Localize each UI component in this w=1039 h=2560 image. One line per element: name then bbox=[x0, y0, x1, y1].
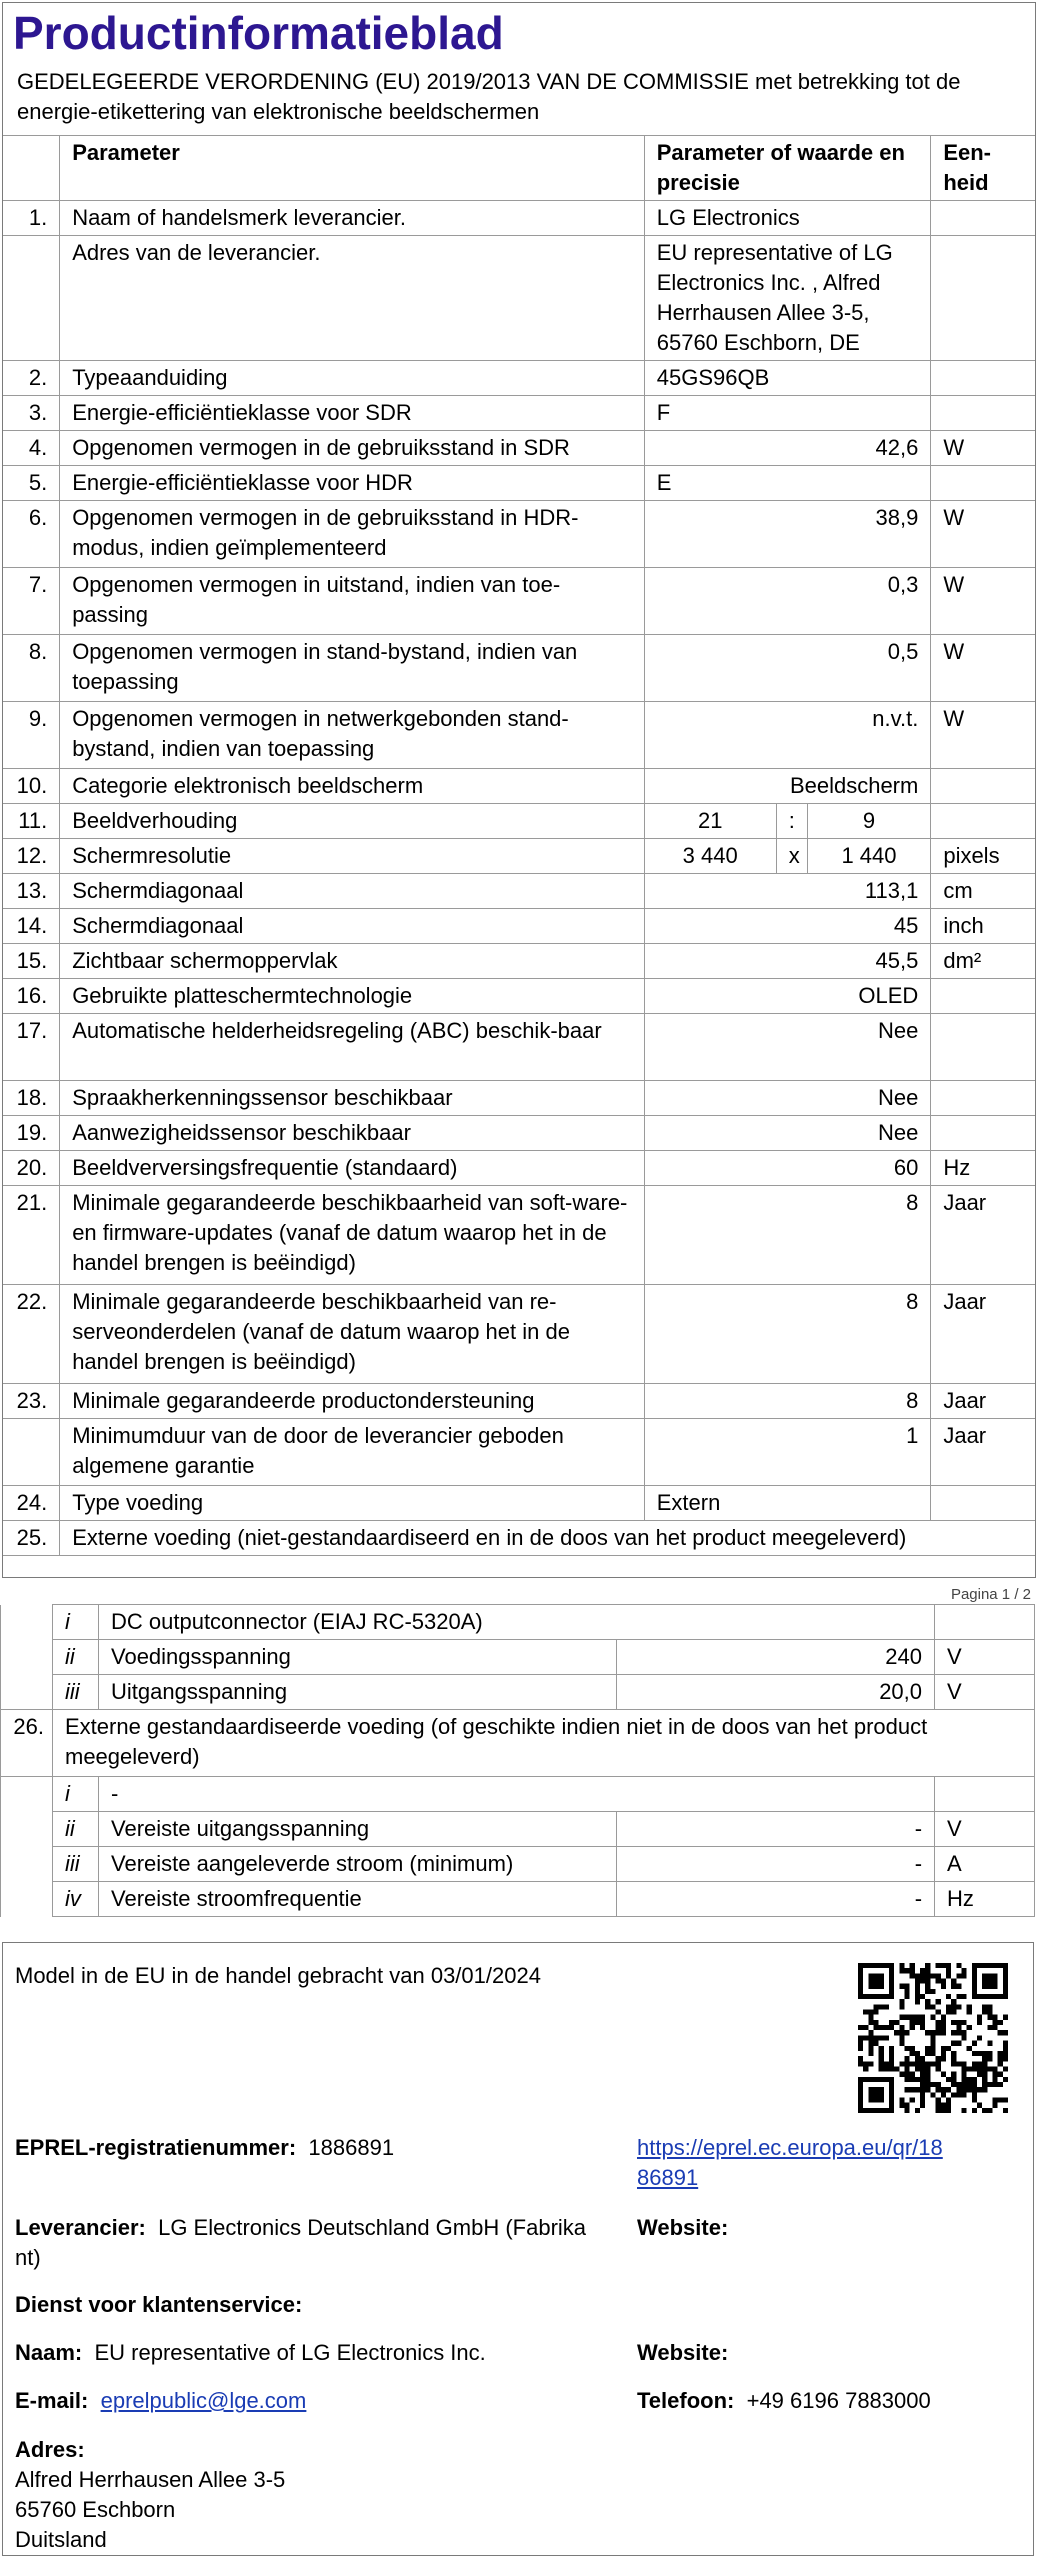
sub-row bbox=[1, 1847, 1035, 1882]
sub-row-label: Voedingsspanning bbox=[99, 1640, 617, 1675]
phone-value: +49 6196 7883000 bbox=[746, 2388, 931, 2413]
row-number: 8. bbox=[3, 635, 60, 702]
row-number: 20. bbox=[3, 1151, 60, 1186]
table-row bbox=[3, 1486, 1035, 1521]
row-number: 13. bbox=[3, 874, 60, 909]
sub-row-unit: Hz bbox=[935, 1882, 1035, 1917]
row-unit bbox=[931, 1014, 1035, 1081]
eprel-link[interactable] bbox=[637, 2133, 943, 2193]
service-address bbox=[15, 2435, 285, 2555]
row-value: 45,5 bbox=[644, 944, 931, 979]
row-value: EU representative of LG Electronics Inc. , Alfred Herrhausen Allee 3-5, 65760 Eschborn, DE bbox=[644, 236, 931, 361]
row-parameter: Naam of handelsmerk leverancier. bbox=[60, 201, 645, 236]
row-number: 21. bbox=[3, 1186, 60, 1285]
row-parameter: Minimale gegarandeerde productondersteuning bbox=[60, 1384, 645, 1419]
row-number: 12. bbox=[3, 839, 60, 874]
row-unit: Jaar bbox=[931, 1285, 1035, 1384]
sub-row-label: - bbox=[99, 1777, 935, 1812]
sub-row-value: - bbox=[617, 1812, 935, 1847]
table-row bbox=[3, 361, 1035, 396]
row-parameter: Energie-efficiëntieklasse voor HDR bbox=[60, 466, 645, 501]
eprel-label: EPREL-registratienummer: bbox=[15, 2135, 297, 2160]
sub-row bbox=[1, 1640, 1035, 1675]
product-information-sheet bbox=[2, 2, 1036, 1578]
row-value: LG Electronics bbox=[644, 201, 931, 236]
address-line1: Alfred Herrhausen Allee 3-5 bbox=[15, 2467, 286, 2492]
table-row bbox=[3, 1014, 1035, 1081]
eprel-registration bbox=[15, 2133, 394, 2163]
row-number: 2. bbox=[3, 361, 60, 396]
row-parameter: Zichtbaar schermoppervlak bbox=[60, 944, 645, 979]
row-unit: dm² bbox=[931, 944, 1035, 979]
row-parameter: Opgenomen vermogen in de gebruiksstand in HDR-modus, indien geïmplementeerd bbox=[60, 501, 645, 568]
table-row-25 bbox=[3, 1521, 1035, 1556]
row-parameter: Opgenomen vermogen in uitstand, indien van toe-passing bbox=[60, 568, 645, 635]
row-value: Nee bbox=[644, 1014, 931, 1081]
row-number: 4. bbox=[3, 431, 60, 466]
row-number: 24. bbox=[3, 1486, 60, 1521]
supplier-website-label: Website: bbox=[637, 2215, 729, 2240]
row-value-b: 9 bbox=[807, 804, 931, 839]
row-number: 18. bbox=[3, 1081, 60, 1116]
table-row bbox=[3, 909, 1035, 944]
row-unit: Jaar bbox=[931, 1384, 1035, 1419]
model-market-date: Model in de EU in de handel gebracht van 03/01/2024 bbox=[15, 1963, 541, 1988]
address-label: Adres: bbox=[15, 2437, 85, 2462]
sub-row-index: iv bbox=[53, 1882, 99, 1917]
supplier-value-line1: LG Electronics Deutschland GmbH (Fabrika bbox=[158, 2215, 587, 2240]
eprel-url-line1[interactable]: https://eprel.ec.europa.eu/qr/18 bbox=[637, 2135, 943, 2160]
row-number: 5. bbox=[3, 466, 60, 501]
row-number: 10. bbox=[3, 769, 60, 804]
row-number: 22. bbox=[3, 1285, 60, 1384]
name-label: Naam: bbox=[15, 2340, 83, 2365]
table-row bbox=[3, 1151, 1035, 1186]
row-unit: Jaar bbox=[931, 1419, 1035, 1486]
service-phone bbox=[637, 2386, 931, 2416]
table-row bbox=[3, 466, 1035, 501]
sub-row-unit: V bbox=[935, 1640, 1035, 1675]
supplier-value-line2: nt) bbox=[15, 2245, 41, 2270]
row-value: 38,9 bbox=[644, 501, 931, 568]
row-value: Extern bbox=[644, 1486, 931, 1521]
table-row bbox=[3, 236, 1035, 361]
sub-row-label: Vereiste stroomfrequentie bbox=[99, 1882, 617, 1917]
row-parameter: Schermdiagonaal bbox=[60, 909, 645, 944]
row-unit bbox=[931, 201, 1035, 236]
row-parameter: Automatische helderheidsregeling (ABC) beschik-baar bbox=[60, 1014, 645, 1081]
sub-row-label: Uitgangsspanning bbox=[99, 1675, 617, 1710]
row-unit bbox=[931, 1486, 1035, 1521]
row-number: 14. bbox=[3, 909, 60, 944]
sub-row-indent bbox=[1, 1882, 53, 1917]
row-unit: W bbox=[931, 431, 1035, 466]
row-parameter: Minimale gegarandeerde beschikbaarheid van re-serveonderdelen (vanaf de datum waarop het in de handel brengen is beëindigd) bbox=[60, 1285, 645, 1384]
row-value: 45GS96QB bbox=[644, 361, 931, 396]
supplier bbox=[15, 2213, 615, 2273]
address-line3: Duitsland bbox=[15, 2527, 107, 2552]
row-value: Nee bbox=[644, 1081, 931, 1116]
row-parameter: Schermdiagonaal bbox=[60, 874, 645, 909]
table-header-row bbox=[3, 136, 1035, 201]
row-parameter: Categorie elektronisch beeldscherm bbox=[60, 769, 645, 804]
sub-row bbox=[1, 1812, 1035, 1847]
header-parameter: Parameter bbox=[60, 136, 645, 201]
eprel-number: 1886891 bbox=[308, 2135, 395, 2160]
row-value: F bbox=[644, 396, 931, 431]
table-row bbox=[3, 804, 1035, 839]
row-value: 42,6 bbox=[644, 431, 931, 466]
table-row bbox=[3, 702, 1035, 769]
row-parameter: Externe voeding (niet-gestandaardiseerd en in de doos van het product meegeleverd) bbox=[60, 1521, 1035, 1556]
row-parameter: Typeaanduiding bbox=[60, 361, 645, 396]
row-value-b: 1 440 bbox=[807, 839, 931, 874]
table-row bbox=[3, 501, 1035, 568]
row-value: 45 bbox=[644, 909, 931, 944]
parameter-table bbox=[3, 135, 1035, 1556]
row-number: 9. bbox=[3, 702, 60, 769]
sub-row-value: - bbox=[617, 1882, 935, 1917]
table-row bbox=[3, 979, 1035, 1014]
page-number: Pagina 1 / 2 bbox=[950, 1586, 1031, 1603]
row-number: 3. bbox=[3, 396, 60, 431]
sub-row bbox=[1, 1882, 1035, 1917]
row-parameter: Opgenomen vermogen in de gebruiksstand in SDR bbox=[60, 431, 645, 466]
row-parameter: Beeldverversingsfrequentie (standaard) bbox=[60, 1151, 645, 1186]
row-unit bbox=[931, 804, 1035, 839]
row-unit bbox=[931, 466, 1035, 501]
sub-row bbox=[1, 1675, 1035, 1710]
row-number: 19. bbox=[3, 1116, 60, 1151]
sub-row-label: DC outputconnector (EIAJ RC-5320A) bbox=[99, 1605, 935, 1640]
row-parameter: Opgenomen vermogen in stand-bystand, indien van toepassing bbox=[60, 635, 645, 702]
sub-row-value: - bbox=[617, 1847, 935, 1882]
email-link[interactable]: eprelpublic@lge.com bbox=[100, 2388, 307, 2413]
row-number: 11. bbox=[3, 804, 60, 839]
table-row bbox=[3, 769, 1035, 804]
row-number: 15. bbox=[3, 944, 60, 979]
row-unit bbox=[931, 396, 1035, 431]
table-row bbox=[3, 1186, 1035, 1285]
header-value: Parameter of waarde en precisie bbox=[644, 136, 931, 201]
service-website-label: Website: bbox=[637, 2340, 729, 2365]
sub-row bbox=[1, 1605, 1035, 1640]
table-row bbox=[3, 1081, 1035, 1116]
table-row bbox=[3, 201, 1035, 236]
sub-row-value: 20,0 bbox=[617, 1675, 935, 1710]
row-unit: pixels bbox=[931, 839, 1035, 874]
row-parameter: Schermresolutie bbox=[60, 839, 645, 874]
row-number: 1. bbox=[3, 201, 60, 236]
supplier-label: Leverancier: bbox=[15, 2215, 146, 2240]
eprel-url-line2[interactable]: 86891 bbox=[637, 2165, 699, 2190]
row-parameter: Energie-efficiëntieklasse voor SDR bbox=[60, 396, 645, 431]
page-title: Productinformatieblad bbox=[13, 7, 504, 59]
table-row bbox=[3, 431, 1035, 466]
sub-row-indent bbox=[1, 1847, 53, 1882]
email-label: E-mail: bbox=[15, 2388, 89, 2413]
table-row bbox=[3, 839, 1035, 874]
table-row-26 bbox=[1, 1710, 1035, 1777]
phone-label: Telefoon: bbox=[637, 2388, 735, 2413]
row-unit bbox=[931, 1116, 1035, 1151]
sub-row-unit: A bbox=[935, 1847, 1035, 1882]
qr-code-icon[interactable] bbox=[858, 1963, 1008, 2113]
table-row bbox=[3, 635, 1035, 702]
row-number: 17. bbox=[3, 1014, 60, 1081]
sub-row bbox=[1, 1777, 1035, 1812]
row-value: 8 bbox=[644, 1285, 931, 1384]
row-parameter: Externe gestandaardiseerde voeding (of geschikte indien niet in de doos van het product meegeleverd) bbox=[53, 1710, 1035, 1777]
row-unit: W bbox=[931, 635, 1035, 702]
regulation-subtitle: GEDELEGEERDE VERORDENING (EU) 2019/2013 VAN DE COMMISSIE met betrekking tot de energie-etikettering van elektronische beeldschermen bbox=[17, 69, 961, 124]
row-number: 7. bbox=[3, 568, 60, 635]
service-name bbox=[15, 2338, 486, 2368]
row-number: 6. bbox=[3, 501, 60, 568]
row-parameter: Beeldverhouding bbox=[60, 804, 645, 839]
row-parameter: Minimale gegarandeerde beschikbaarheid van soft-ware- en firmware-updates (vanaf de datum waarop het in de handel brengen is beëindigd) bbox=[60, 1186, 645, 1285]
sub-row-indent bbox=[1, 1812, 53, 1847]
sub-row-index: iii bbox=[53, 1675, 99, 1710]
row-unit: inch bbox=[931, 909, 1035, 944]
row-parameter: Aanwezigheidssensor beschikbaar bbox=[60, 1116, 645, 1151]
header-unit: Een-heid bbox=[931, 136, 1035, 201]
row-parameter: Minimumduur van de door de leverancier geboden algemene garantie bbox=[60, 1419, 645, 1486]
sub-row-unit: V bbox=[935, 1675, 1035, 1710]
table-row bbox=[3, 1116, 1035, 1151]
sub-row-value: 240 bbox=[617, 1640, 935, 1675]
row-value: 8 bbox=[644, 1384, 931, 1419]
sub-row-label: Vereiste aangeleverde stroom (minimum) bbox=[99, 1847, 617, 1882]
row-parameter: Spraakherkenningssensor beschikbaar bbox=[60, 1081, 645, 1116]
row-unit bbox=[931, 361, 1035, 396]
row-parameter: Adres van de leverancier. bbox=[60, 236, 645, 361]
sub-row-index: ii bbox=[53, 1812, 99, 1847]
service-email bbox=[15, 2386, 306, 2416]
row-value: n.v.t. bbox=[644, 702, 931, 769]
row-parameter: Opgenomen vermogen in netwerkgebonden stand-bystand, indien van toepassing bbox=[60, 702, 645, 769]
row-value: 1 bbox=[644, 1419, 931, 1486]
row-number: 16. bbox=[3, 979, 60, 1014]
row-value-a: 3 440 bbox=[644, 839, 776, 874]
row-unit: Hz bbox=[931, 1151, 1035, 1186]
sub-row-index: ii bbox=[53, 1640, 99, 1675]
row-unit bbox=[931, 979, 1035, 1014]
row-value-separator: : bbox=[776, 804, 807, 839]
name-value: EU representative of LG Electronics Inc. bbox=[94, 2340, 486, 2365]
customer-service-label: Dienst voor klantenservice: bbox=[15, 2292, 303, 2317]
row-number: 25. bbox=[3, 1521, 60, 1556]
row-unit bbox=[931, 236, 1035, 361]
sub-row-index: i bbox=[53, 1777, 99, 1812]
sub-row-unit bbox=[935, 1605, 1035, 1640]
row-value: 60 bbox=[644, 1151, 931, 1186]
row-unit bbox=[931, 769, 1035, 804]
row-parameter: Type voeding bbox=[60, 1486, 645, 1521]
sub-row-label: Vereiste uitgangsspanning bbox=[99, 1812, 617, 1847]
table-row bbox=[3, 874, 1035, 909]
row-number bbox=[3, 236, 60, 361]
row-unit: Jaar bbox=[931, 1186, 1035, 1285]
power-supply-table bbox=[0, 1604, 1035, 1917]
sub-row-indent bbox=[1, 1777, 53, 1812]
row-value-a: 21 bbox=[644, 804, 776, 839]
sub-row-unit: V bbox=[935, 1812, 1035, 1847]
table-row bbox=[3, 1384, 1035, 1419]
row-value: Beeldscherm bbox=[644, 769, 931, 804]
row-unit: W bbox=[931, 702, 1035, 769]
row-unit: W bbox=[931, 501, 1035, 568]
table-row bbox=[3, 396, 1035, 431]
row-value: 8 bbox=[644, 1186, 931, 1285]
header-number bbox=[3, 136, 60, 201]
row-parameter: Gebruikte platteschermtechnologie bbox=[60, 979, 645, 1014]
row-value: 0,3 bbox=[644, 568, 931, 635]
row-number: 26. bbox=[1, 1710, 53, 1777]
sub-row-index: i bbox=[53, 1605, 99, 1640]
table-row bbox=[3, 944, 1035, 979]
row-number bbox=[3, 1419, 60, 1486]
row-value-separator: x bbox=[776, 839, 807, 874]
sub-row-unit bbox=[935, 1777, 1035, 1812]
sub-row-indent bbox=[1, 1640, 53, 1675]
row-value: Nee bbox=[644, 1116, 931, 1151]
row-value: 0,5 bbox=[644, 635, 931, 702]
table-row bbox=[3, 1285, 1035, 1384]
row-value: E bbox=[644, 466, 931, 501]
row-value: OLED bbox=[644, 979, 931, 1014]
row-unit bbox=[931, 1081, 1035, 1116]
power-supply-section bbox=[0, 1604, 1034, 1917]
table-row bbox=[3, 1419, 1035, 1486]
sub-row-indent bbox=[1, 1605, 53, 1640]
row-value: 113,1 bbox=[644, 874, 931, 909]
address-line2: 65760 Eschborn bbox=[15, 2497, 176, 2522]
eprel-info-box bbox=[2, 1942, 1034, 2556]
table-row bbox=[3, 568, 1035, 635]
row-unit: cm bbox=[931, 874, 1035, 909]
sub-row-index: iii bbox=[53, 1847, 99, 1882]
row-unit: W bbox=[931, 568, 1035, 635]
sub-row-indent bbox=[1, 1675, 53, 1710]
row-number: 23. bbox=[3, 1384, 60, 1419]
